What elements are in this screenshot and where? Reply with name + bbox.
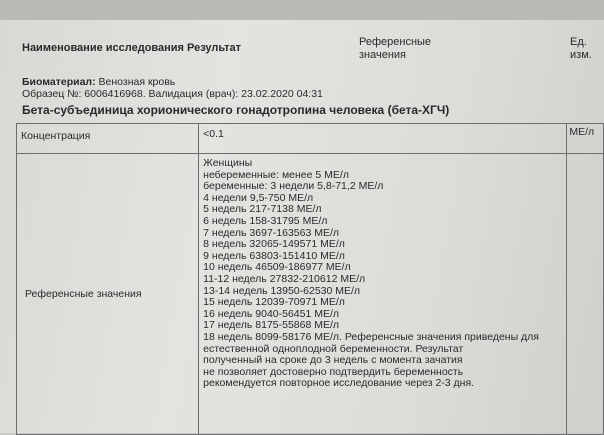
reference-line: полученный на сроке до 3 недель с момента зачатия — [203, 354, 463, 367]
concentration-unit: МЕ/л — [569, 126, 595, 138]
biomaterial-label: Биоматериал: — [22, 76, 96, 88]
top-edge — [0, 0, 604, 20]
table-cell-label — [17, 124, 199, 154]
table-cell-reference — [199, 154, 567, 435]
reference-line: 6 недель 158-31795 МЕ/л — [203, 214, 328, 227]
reference-line: 16 недель 9040-56451 МЕ/л — [203, 307, 340, 320]
table-row — [17, 124, 604, 154]
reference-line: 17 недель 8175-55868 МЕ/л — [203, 319, 340, 332]
reference-line: 15 недель 12039-70971 МЕ/л — [203, 296, 345, 309]
biomaterial-value: Венозная кровь — [98, 76, 176, 88]
reference-line: небеременные: менее 5 МЕ/л — [203, 168, 349, 181]
biomaterial-line — [22, 76, 175, 88]
table-cell-unit — [567, 124, 604, 154]
reference-line: 18 недель 8099-58176 МЕ/л. Референсные значения приведены для — [203, 330, 539, 343]
table-cell-unit — [567, 154, 604, 435]
table-row — [17, 154, 604, 435]
column-header-reference: Референсные значения — [359, 36, 432, 61]
reference-line: 5 недель 217-7138 МЕ/л — [203, 203, 322, 216]
test-title: Бета-субъединица хорионического гонадотропина человека (бета-ХГЧ) — [22, 103, 450, 117]
reference-line: не позволяет достоверно подтвердить беременность — [203, 365, 464, 378]
concentration-label: Концентрация — [21, 130, 91, 142]
reference-line: Женщины — [203, 157, 253, 169]
reference-line: 9 недель 63803-151410 МЕ/л — [203, 249, 345, 262]
reference-line: 8 недель 32065-149571 МЕ/л — [203, 238, 345, 251]
column-header-unit: Ед. изм. — [570, 36, 592, 61]
concentration-value: <0.1 — [203, 128, 224, 140]
reference-line: 7 недель 3697-163563 МЕ/л — [203, 226, 340, 239]
reference-line: 13-14 недель 13950-62530 МЕ/л — [203, 284, 361, 297]
sample-line: Образец №: 6006416968. Валидация (врач): 23.02.2020 04:31 — [22, 88, 323, 100]
reference-line: рекомендуется повторное исследование через 2-3 дня. — [203, 377, 475, 390]
column-header-name-result: Наименование исследования Результат — [22, 42, 242, 54]
reference-label: Референсные значения — [25, 288, 142, 300]
reference-line: беременные: 3 недели 5,8-71,2 МЕ/л — [203, 180, 384, 193]
reference-values-list — [199, 154, 566, 390]
table-cell-value — [199, 124, 567, 154]
table-cell-label — [17, 154, 199, 435]
reference-line: 4 недели 9,5-750 МЕ/л — [203, 191, 314, 204]
reference-line: 11-12 недель 27832-210612 МЕ/л — [203, 272, 366, 285]
reference-line: естественной одноплодной беременности. Результат — [203, 342, 464, 355]
reference-line: 10 недель 46509-186977 МЕ/л — [203, 261, 351, 274]
results-table — [16, 123, 604, 435]
